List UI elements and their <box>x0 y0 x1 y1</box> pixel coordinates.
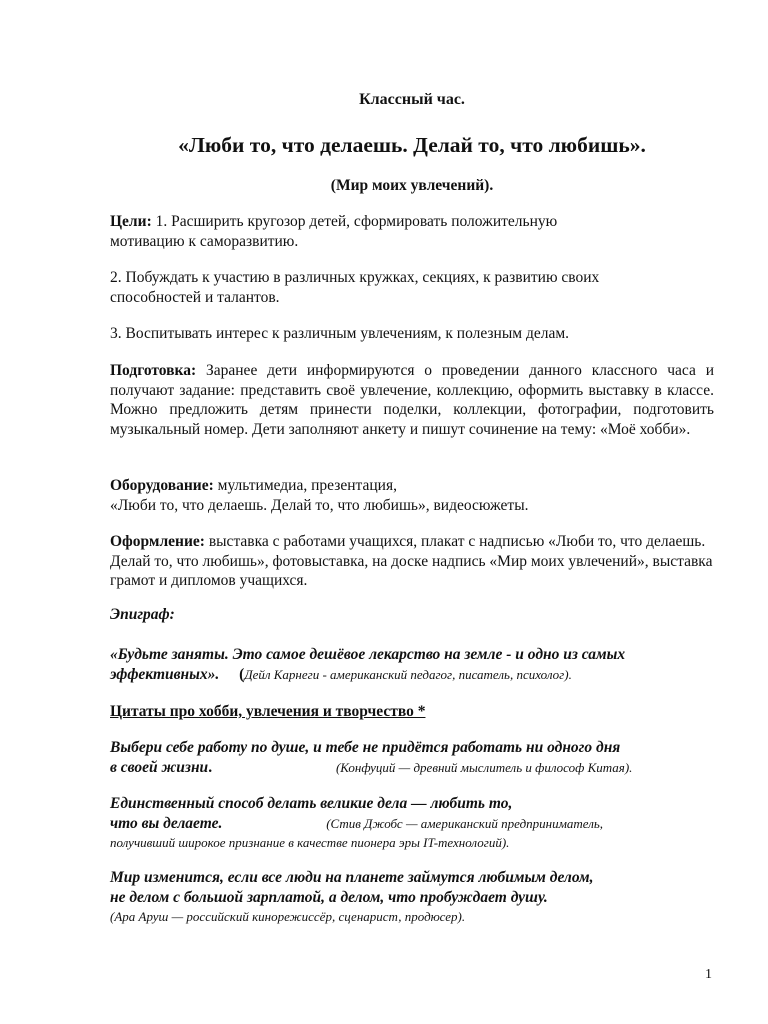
quote1-author: (Конфуций — древний мыслитель и философ Китая). <box>335 759 633 775</box>
document-subtitle: (Мир моих увлечений). <box>330 177 494 194</box>
goals-section <box>110 212 714 251</box>
quote3-line2: не делом с большой зарплатой, а делом, что пробуждает душу. <box>110 888 548 906</box>
epigraph-quote-line2: эффективных». <box>110 665 220 683</box>
quote-jobs <box>110 794 714 853</box>
quote1-line2: в своей жизни <box>110 758 209 776</box>
quote1-line1: Выбери себе работу по душе, и тебе не придётся работать ни одного дня <box>110 739 621 756</box>
goals-item2 <box>110 268 714 307</box>
document-title: «Люби то, что делаешь. Делай то, что любишь». <box>178 133 646 157</box>
quote2-author-line1: (Стив Джобс — американский предприниматель, <box>326 815 604 831</box>
goals-item2-line1: 2. Побуждать к участию в различных кружках, секциях, к развитию своих <box>110 269 600 286</box>
quotes-heading: Цитаты про хобби, увлечения и творчество * <box>110 703 426 720</box>
goals-item1-line1: 1. Расширить кругозор детей, сформировать положительную <box>151 213 558 230</box>
epigraph-author-paren: ( <box>239 665 245 683</box>
goals-item1-line2: мотивацию к саморазвитию. <box>110 232 299 250</box>
quote3-line1: Мир изменится, если все люди на планете займутся любимым делом, <box>110 869 594 886</box>
epigraph-label: Эпиграф: <box>110 606 175 623</box>
quote-arush <box>110 868 714 927</box>
preparation-text: Заранее дети информируются о проведении данного классного часа и получают задание: представить своё увлечение, коллекцию, оформить выставку в классе. Можно предложить детям принести поделки, коллекции, фотографии, подготовить музыкальный номер. Дети заполняют анкету и пишут сочинение на тему: «Моё хобби». <box>110 362 714 438</box>
equipment-label: Оборудование: <box>110 477 214 494</box>
quote2-line1: Единственный способ делать великие дела — любить то, <box>110 795 513 812</box>
design-text: выставка с работами учащихся, плакат с надписью «Люби то, что делаешь. Делай то, что любишь», фотовыставка, на доске надпись «Мир моих увлечений», выставка грамот и дипломов учащихся. <box>110 533 713 589</box>
equipment-line2: «Люби то, что делаешь. Делай то, что любишь», видеосюжеты. <box>110 496 529 514</box>
design-label: Оформление: <box>110 533 205 550</box>
quote1-dot: . <box>208 758 213 776</box>
equipment-line1: мультимедиа, презентация, <box>213 477 397 494</box>
epigraph-author: Дейл Карнеги - американский педагог, писатель, психолог). <box>244 666 572 682</box>
quote-confucius <box>110 738 714 777</box>
epigraph-quote-line1: «Будьте заняты. Это самое дешёвое лекарство на земле - и одно из самых <box>110 646 626 663</box>
document-heading: Классный час. <box>359 91 465 108</box>
quote3-author: (Ара Аруш — российский кинорежиссёр, сценарист, продюсер). <box>110 909 466 924</box>
design-section <box>110 532 714 591</box>
preparation-label: Подготовка: <box>110 362 197 379</box>
goals-label: Цели: <box>110 213 152 230</box>
page-number: 1 <box>705 967 712 982</box>
quote2-line2: что вы делаете. <box>110 814 223 832</box>
preparation-section <box>110 361 714 439</box>
equipment-section <box>110 476 714 515</box>
goals-item3: 3. Воспитывать интерес к различным увлечениям, к полезным делам. <box>110 325 570 342</box>
quote2-author-line2: получивший широкое признание в качестве пионера эры IT-технологий). <box>110 835 510 850</box>
goals-item2-line2: способностей и талантов. <box>110 288 280 306</box>
epigraph-quote <box>110 645 714 684</box>
